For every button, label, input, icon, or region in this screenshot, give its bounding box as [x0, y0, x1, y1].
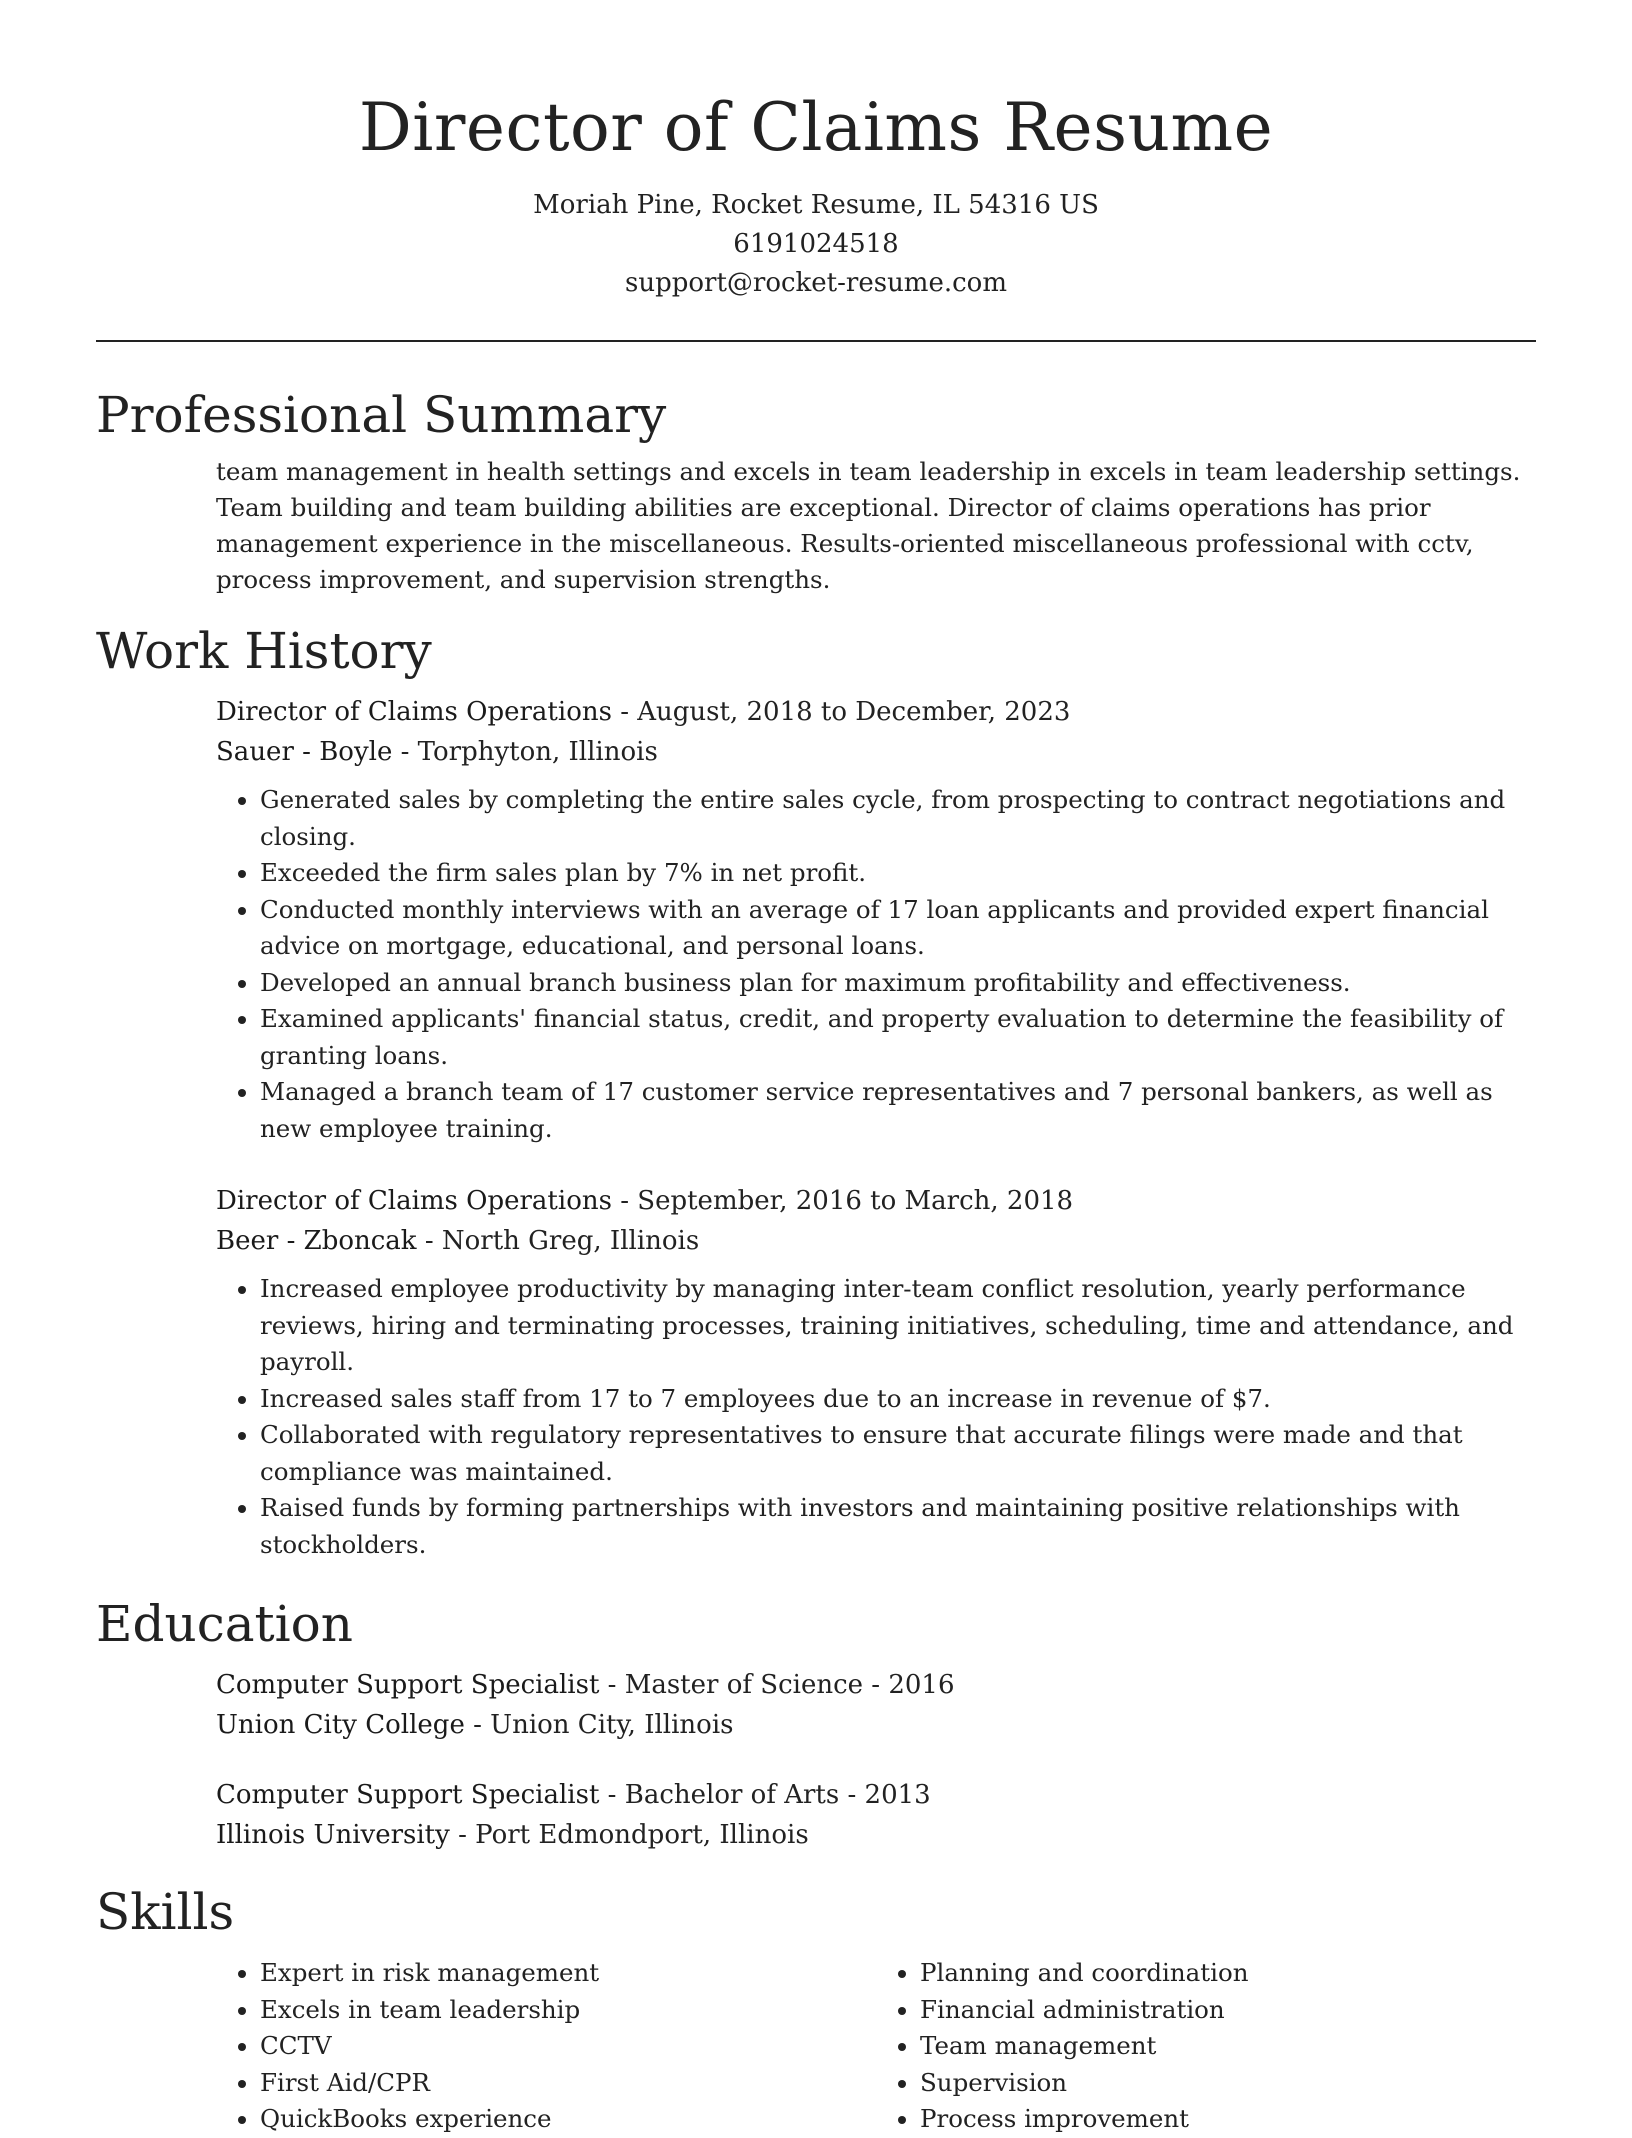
contact-block	[0, 186, 1632, 303]
list-item: • Excels in team leadership	[260, 1992, 876, 2029]
skills-list-left	[216, 1955, 876, 2138]
list-item: • CCTV	[260, 2028, 876, 2065]
job-location: - North Greg, Illinois	[416, 1226, 700, 1256]
list-item: • Examined applicants' financial status, credit, and property evaluation to determine the feasibility of granting loans.	[260, 1001, 1536, 1074]
list-item: • Team management	[920, 2028, 1536, 2065]
list-item: • Raised funds by forming partnerships with investors and maintaining positive relationships with stockholders.	[260, 1490, 1536, 1563]
job-title: Director of Claims Operations	[216, 697, 612, 727]
list-item: • Supervision	[920, 2065, 1536, 2102]
list-item: • First Aid/CPR	[260, 2065, 876, 2102]
work-history-section	[96, 616, 1536, 1563]
list-item: • Increased sales staff from 17 to 7 employees due to an increase in revenue of $7.	[260, 1381, 1536, 1418]
job-dates: - September, 2016 to March, 2018	[611, 1186, 1074, 1216]
work-history-heading: Work History	[96, 622, 432, 680]
list-item: • Planning and coordination	[920, 1955, 1536, 1992]
education-field: Computer Support Specialist	[216, 1780, 600, 1810]
list-item: • Conducted monthly interviews with an average of 17 loan applicants and provided expert financial advice on mortgage, educational, and personal loans.	[260, 892, 1536, 965]
contact-address: Moriah Pine, Rocket Resume, IL 54316 US	[533, 190, 1099, 220]
skills-list-right	[876, 1955, 1536, 2138]
job-entry	[216, 692, 1536, 1147]
skills-heading: Skills	[96, 1883, 235, 1941]
education-field: Computer Support Specialist	[216, 1670, 600, 1700]
education-entry	[216, 1775, 1536, 1855]
education-year: - 2013	[839, 1780, 931, 1810]
education-location: - Union City, Illinois	[464, 1710, 734, 1740]
job-company: Sauer - Boyle	[216, 737, 393, 767]
list-item: • Exceeded the firm sales plan by 7% in net profit.	[260, 855, 1536, 892]
list-item: • Managed a branch team of 17 customer service representatives and 7 personal bankers, as well as new employee training.	[260, 1074, 1536, 1147]
education-location: - Port Edmondport, Illinois	[449, 1820, 809, 1850]
list-item: • Collaborated with regulatory representatives to ensure that accurate filings were made and that compliance was maintained.	[260, 1417, 1536, 1490]
list-item: • Process improvement	[920, 2101, 1536, 2138]
job-location: - Torphyton, Illinois	[392, 737, 658, 767]
job-bullets	[216, 1271, 1536, 1563]
list-item: • Developed an annual branch business plan for maximum profitability and effectiveness.	[260, 965, 1536, 1002]
education-entry	[216, 1665, 1536, 1745]
education-school: Illinois University	[216, 1820, 450, 1850]
contact-email: support@rocket-resume.com	[624, 268, 1007, 298]
list-item: • Generated sales by completing the entire sales cycle, from prospecting to contract negotiations and closing.	[260, 782, 1536, 855]
list-item: • Expert in risk management	[260, 1955, 876, 1992]
summary-heading: Professional Summary	[96, 386, 667, 444]
education-section	[96, 1589, 1536, 1855]
skills-section	[96, 1877, 1536, 2138]
job-bullets	[216, 782, 1536, 1147]
list-item: • Increased employee productivity by managing inter-team conflict resolution, yearly performance reviews, hiring and terminating processes, training initiatives, scheduling, time and attendance, and payroll.	[260, 1271, 1536, 1381]
education-school: Union City College	[216, 1710, 465, 1740]
job-entry	[216, 1181, 1536, 1563]
job-title: Director of Claims Operations	[216, 1186, 612, 1216]
job-dates: - August, 2018 to December, 2023	[611, 697, 1071, 727]
list-item: • Financial administration	[920, 1992, 1536, 2029]
education-degree: - Master of Science	[599, 1670, 864, 1700]
job-company: Beer - Zboncak	[216, 1226, 417, 1256]
resume-title: Director of Claims Resume	[358, 89, 1274, 166]
education-degree: - Bachelor of Arts	[599, 1780, 840, 1810]
summary-section	[96, 380, 1536, 598]
list-item: • QuickBooks experience	[260, 2101, 876, 2138]
education-year: - 2016	[863, 1670, 955, 1700]
contact-phone: 6191024518	[733, 229, 899, 259]
header-divider	[96, 340, 1536, 342]
education-heading: Education	[96, 1595, 353, 1653]
resume-header	[0, 0, 1632, 303]
summary-text: team management in health settings and excels in team leadership in excels in team leadership settings. Team building and team building abilities are exceptional. Director of claims operations has prior management experience in the miscellaneous. Results-oriented miscellaneous professional with cctv, process improvement, and supervision strengths.	[216, 457, 1521, 594]
